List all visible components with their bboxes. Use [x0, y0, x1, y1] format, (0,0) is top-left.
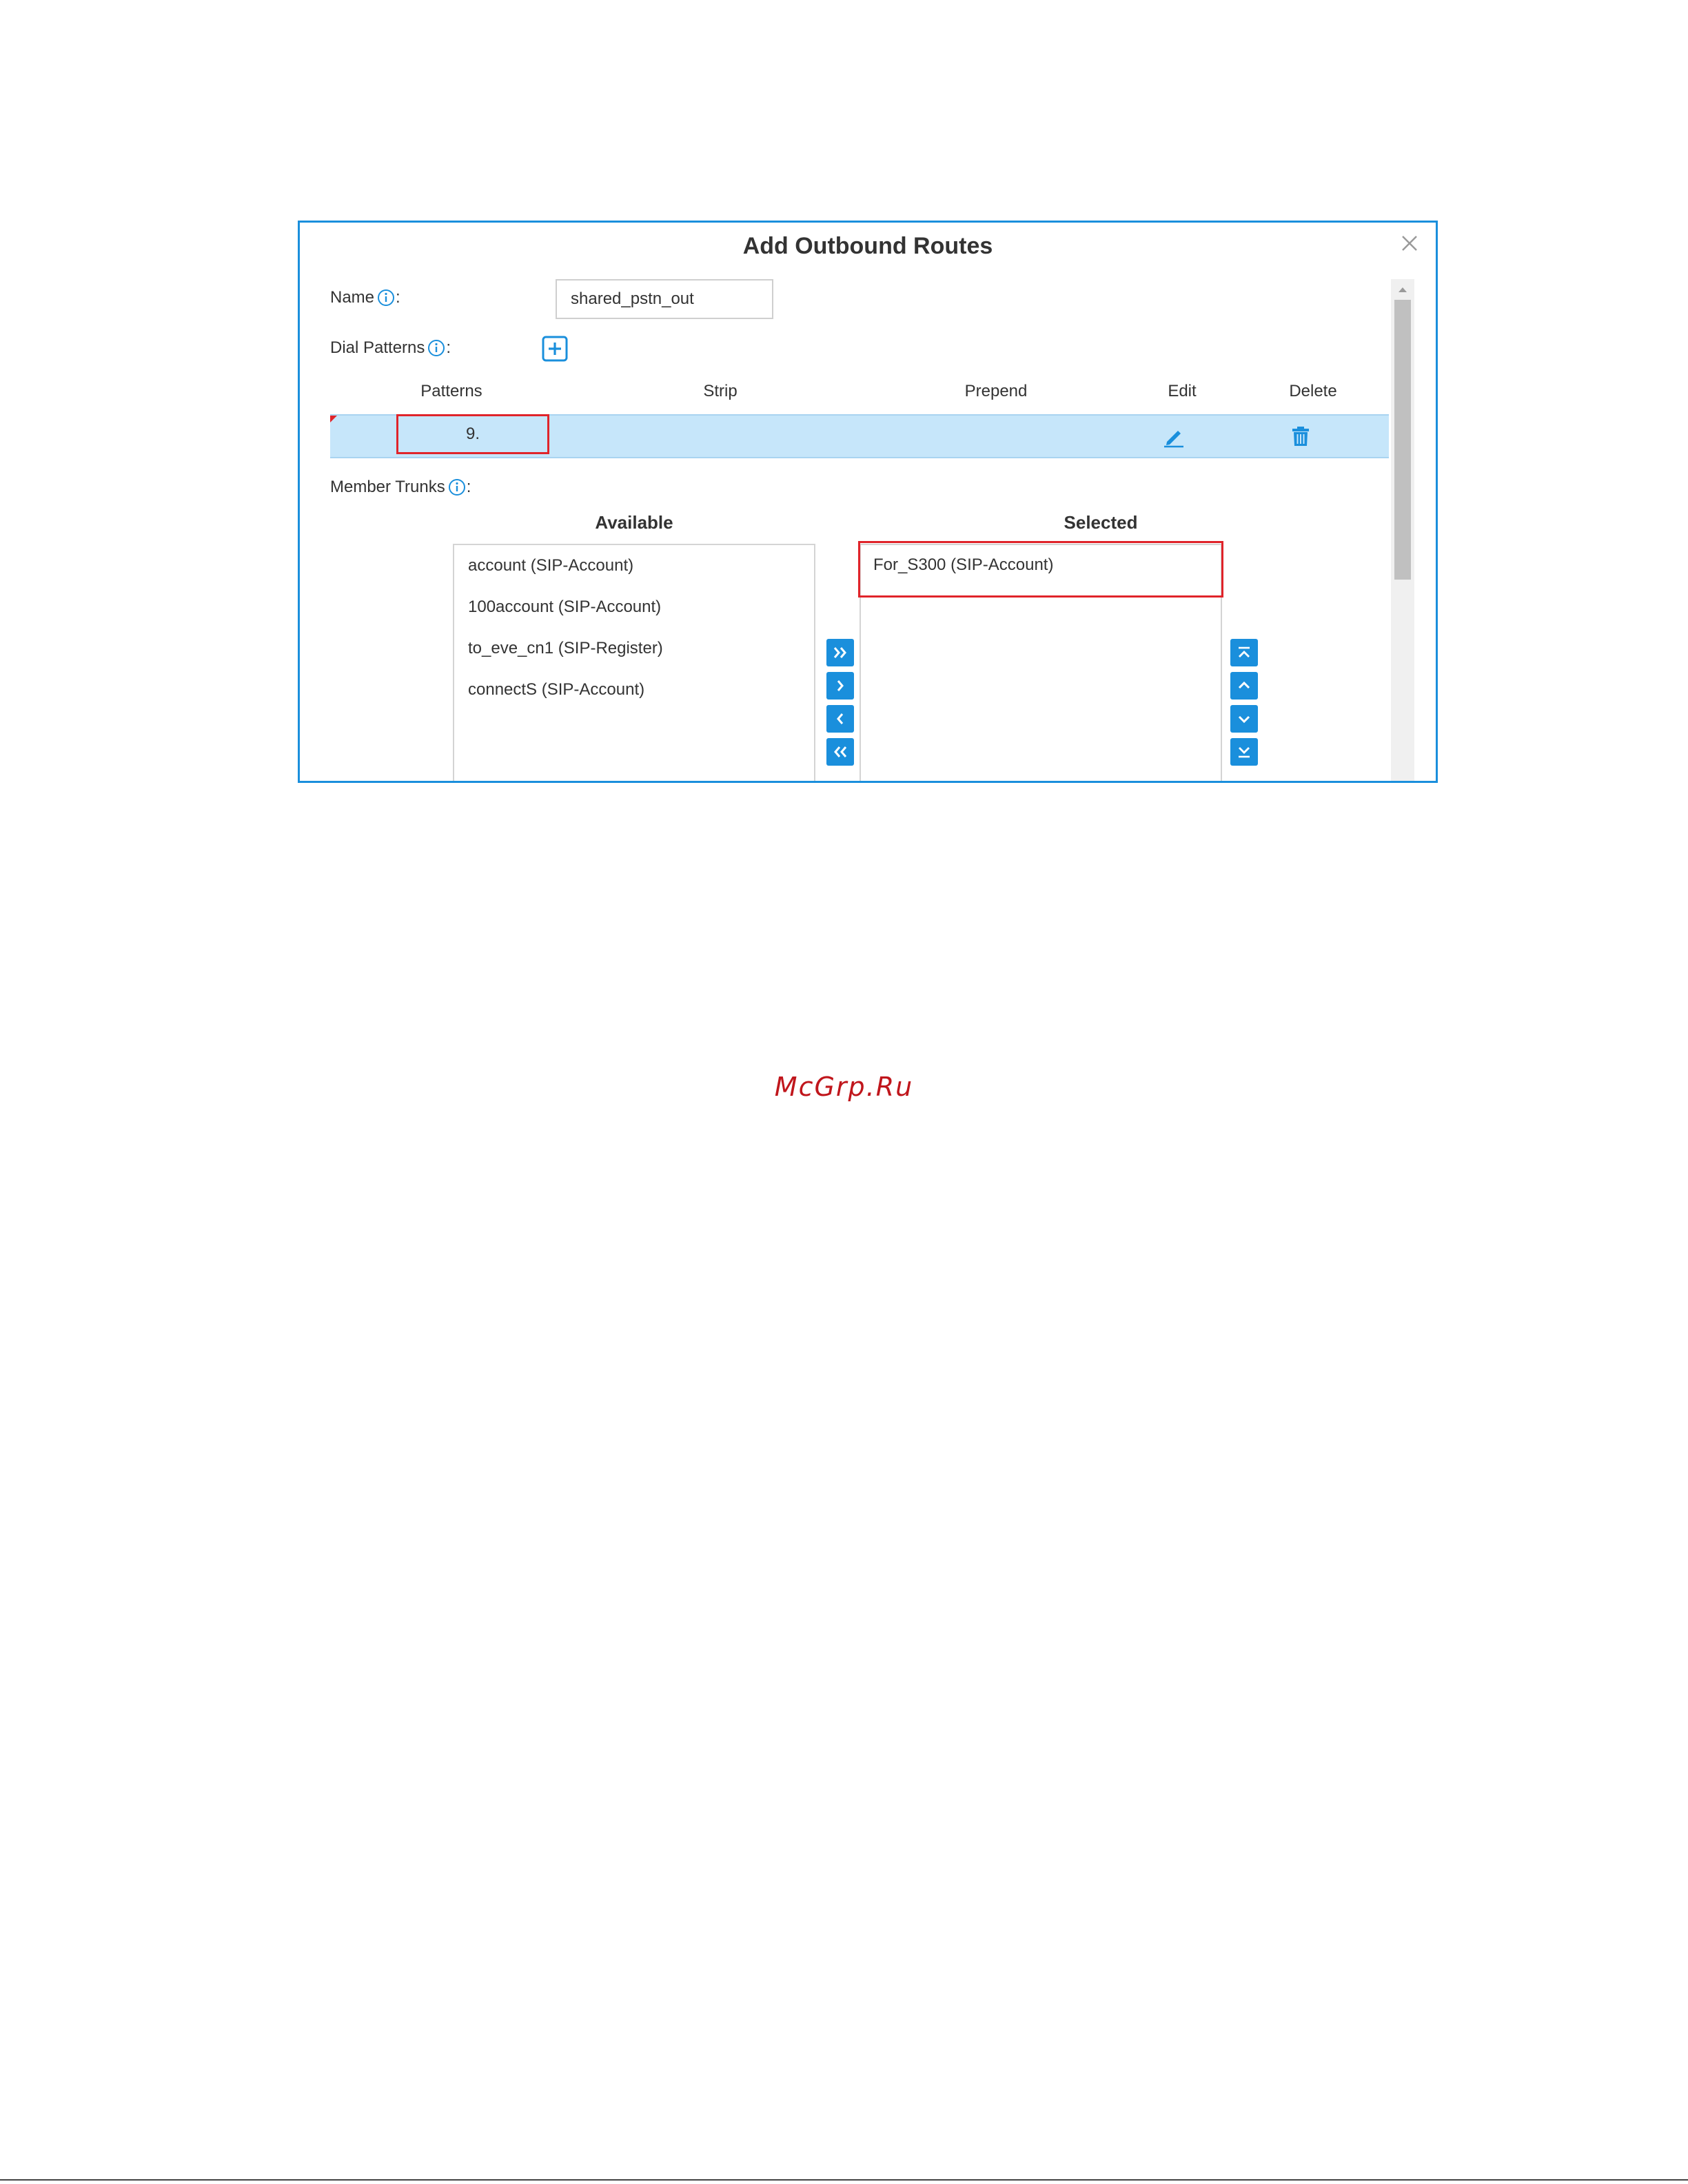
row-marker — [330, 416, 337, 422]
list-item[interactable]: account (SIP-Account) — [468, 556, 634, 575]
column-header-delete: Delete — [1289, 382, 1337, 400]
list-item[interactable]: to_eve_cn1 (SIP-Register) — [468, 639, 663, 657]
dialog-scrollbar[interactable] — [1391, 279, 1414, 783]
column-header-edit: Edit — [1168, 382, 1197, 400]
watermark-text: McGrp.Ru — [774, 1072, 914, 1102]
move-to-bottom-button[interactable] — [1230, 738, 1258, 766]
table-row[interactable] — [330, 414, 1389, 458]
chevron-right-icon — [831, 676, 850, 695]
info-circle-icon[interactable] — [448, 478, 466, 496]
scroll-thumb[interactable] — [1394, 300, 1411, 580]
selected-trunks-list[interactable] — [860, 544, 1222, 783]
available-list-title: Available — [595, 512, 673, 533]
arrow-to-bottom-icon — [1234, 742, 1254, 762]
scroll-up-icon[interactable] — [1391, 279, 1414, 300]
column-header-prepend: Prepend — [964, 382, 1028, 400]
available-trunks-list[interactable] — [453, 544, 815, 783]
dial-patterns-label: Dial Patterns : — [330, 338, 451, 357]
move-down-button[interactable] — [1230, 705, 1258, 733]
page-bottom-divider — [0, 2179, 1688, 2181]
plus-square-icon — [542, 336, 568, 362]
dialog-title: Add Outbound Routes — [742, 233, 993, 259]
column-header-patterns: Patterns — [420, 382, 482, 400]
trash-icon[interactable] — [1288, 424, 1313, 449]
list-item[interactable]: 100account (SIP-Account) — [468, 598, 662, 616]
selected-list-title: Selected — [1064, 512, 1138, 533]
list-item[interactable]: connectS (SIP-Account) — [468, 680, 645, 699]
member-trunks-label: Member Trunks : — [330, 478, 471, 496]
info-circle-icon[interactable] — [427, 339, 445, 357]
chevron-down-icon — [1234, 709, 1254, 728]
move-all-right-button[interactable] — [826, 639, 854, 666]
chevron-up-icon — [1234, 676, 1254, 695]
pencil-icon[interactable] — [1161, 424, 1186, 449]
name-label: Name : — [330, 288, 400, 307]
move-left-button[interactable] — [826, 705, 854, 733]
name-input[interactable] — [556, 279, 773, 319]
add-pattern-button[interactable] — [542, 336, 568, 362]
pattern-cell[interactable]: 9. — [396, 414, 549, 454]
close-icon[interactable] — [1396, 229, 1423, 257]
double-chevron-right-icon — [831, 643, 850, 662]
column-header-strip: Strip — [703, 382, 738, 400]
move-all-left-button[interactable] — [826, 738, 854, 766]
info-circle-icon[interactable] — [377, 289, 395, 307]
add-outbound-routes-dialog — [298, 221, 1438, 783]
move-up-button[interactable] — [1230, 672, 1258, 700]
arrow-to-top-icon — [1234, 643, 1254, 662]
double-chevron-left-icon — [831, 742, 850, 762]
move-right-button[interactable] — [826, 672, 854, 700]
move-to-top-button[interactable] — [1230, 639, 1258, 666]
list-item[interactable]: For_S300 (SIP-Account) — [873, 555, 1054, 574]
chevron-left-icon — [831, 709, 850, 728]
